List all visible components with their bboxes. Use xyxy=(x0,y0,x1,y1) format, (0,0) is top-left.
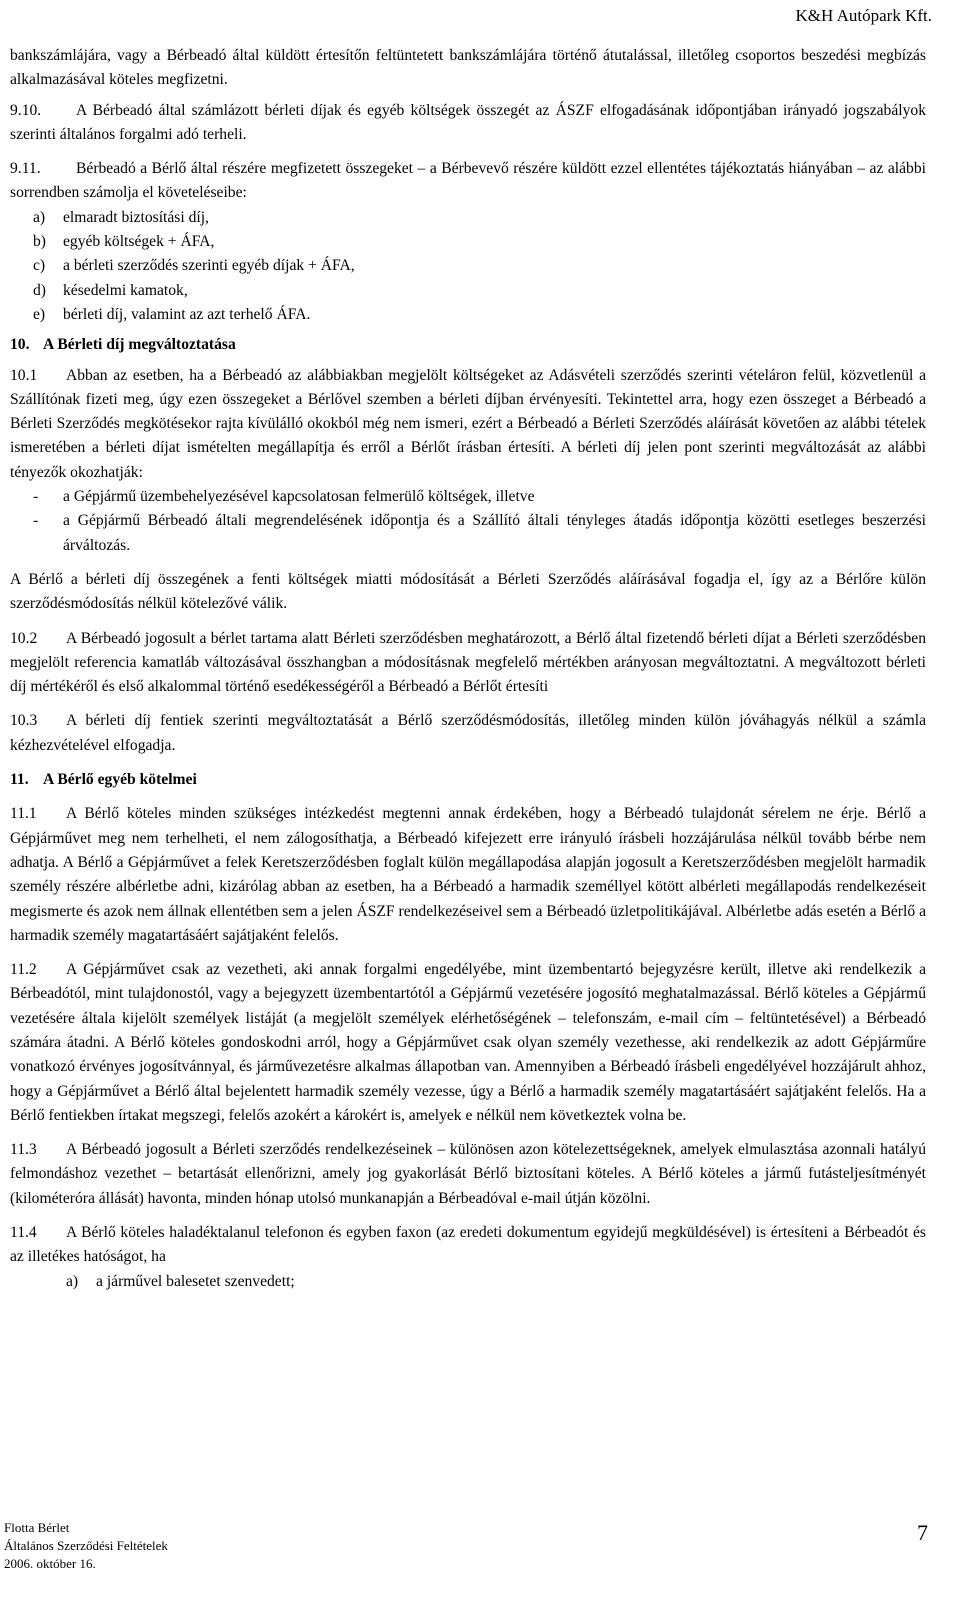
list-text: a járművel balesetet szenvedett; xyxy=(96,1272,295,1290)
paragraph-text: A Bérbeadó által számlázott bérleti díjak és egyéb költségek összegét az ÁSZF elfogadásának időpontjában irányadó jogszabályok szerinti általános forgalmi adó terheli. xyxy=(10,101,926,143)
list-label: a) xyxy=(66,1272,79,1290)
paragraph-text: A Bérlő köteles minden szükséges intézkedést megtenni annak érdekében, hogy a Bérbeadó tulajdonát sérelem ne érje. Bérlő a Gépjárművet meg nem terhelheti, el nem zálogosíthatja, a Bérbeadó kifejezett erre irányuló írásbeli hozzájárulása nélkül tovább bérbe nem adhatja. A Bérlő a Gépjárművet a felek Keretszerződésben foglalt külön megállapodása alapján jogosult a Keretszerződésben megjelölt harmadik személy részére albérletbe adni, kizárólag abban az esetben, ha a Bérbeadó a harmadik személlyel kötött albérleti megállapodás rendelkezéseit megismerte és azok nem állnak ellentétben sem a jelen ÁSZF rendelkezéseivel sem a Bérbeadó üzletpolitikájával. Albérletbe adás esetén a Bérlő a harmadik személy magatartásáért sajátjaként felelős. xyxy=(10,805,926,944)
paragraph-text: A Gépjárművet csak az vezetheti, aki annak forgalmi engedélyébe, mint üzembentartó bejegyzésre került, illetve aki rendelkezik a Bérbeadótól, mint tulajdonostól, vagy a bejegyzett üzembentartótól a Gépjármű vezetésére jogosító meghatalmazással. Bérlő köteles a Gépjármű vezetésére általa kijelölt személyek listáját (a megjelölt személyek elérhetőségének – telefonszám, e-mail cím – feltüntetésével) a Bérbeadó számára átadni. A Bérlő köteles gondoskodni arról, hogy a Gépjárművet csak olyan személy vezethesse, aki rendelkezik az adott Gépjárműre vonatkozó érvényes jogosítvánnyal, és járművezetésre alkalmas állapotban van. Amennyiben a Bérbeadó írásbeli engedélyével hozzájárult ahhoz, hogy a Gépjárművet a Bérlő által bejelentett harmadik személy vezesse, úgy a Bérlő a harmadik személy magatartásáért sajátjaként felelős. Ha a Bérlő fentiekben írtakat megszegi, felelős azokért a károkért is, amelyek e nélkül nem következtek volna be. xyxy=(10,961,926,1124)
list-label: b) xyxy=(33,233,46,251)
document-body xyxy=(10,44,926,1294)
section-heading-10 xyxy=(10,333,926,357)
list-item xyxy=(10,509,926,558)
page-number: 7 xyxy=(917,1520,928,1545)
paragraph-text: A Bérbeadó jogosult a bérlet tartama alatt Bérleti szerződésben meghatározott, a Bérlő által fizetendő bérleti díjat a Bérleti szerződésben megjelölt referencia kamatláb változásával összhangban a módosításnak megfelelő mértékben arányosan megváltoztatni. A megváltozott bérleti díj mértékéről és első alkalommal történő esedékességéről a Bérbeadó a Bérlőt értesíti xyxy=(10,629,926,696)
page-header-company: K&H Autópark Kft. xyxy=(795,6,932,25)
paragraph-10-1-b: A Bérlő a bérleti díj összegének a fenti költségek miatti módosítását a Bérleti Szerződés aláírásával fogadja el, így az a Bérlőre külön szerződésmódosítás nélkül kötelezővé válik. xyxy=(10,570,926,613)
heading-number: 11. xyxy=(10,771,29,789)
paragraph-text: A bérleti díj fentiek szerinti megváltoztatását a Bérlő szerződésmódosítás, illetőleg minden külön jóváhagyás nélkül a számla kézhezvételével elfogadja. xyxy=(10,712,926,754)
list-text: késedelmi kamatok, xyxy=(63,281,188,299)
list-text: a Gépjármű Bérbeadó általi megrendelésének időpontja és a Szállító általi tényleges átadás időpontja közötti esetleges beszerzési árváltozás. xyxy=(63,512,926,554)
list-item xyxy=(10,303,926,327)
list-label: d) xyxy=(33,281,46,299)
paragraph-11-3 xyxy=(10,1138,926,1211)
paragraph-10-2 xyxy=(10,627,926,700)
paragraph-10-1 xyxy=(10,364,926,485)
section-number: 10.2 xyxy=(10,629,38,647)
list-item xyxy=(10,206,926,230)
list-label: - xyxy=(33,488,39,506)
heading-text: A Bérlő egyéb kötelmei xyxy=(43,771,197,789)
paragraph-10-3 xyxy=(10,709,926,758)
paragraph-11-4 xyxy=(10,1221,926,1270)
paragraph-9-11 xyxy=(10,157,926,206)
heading-text: A Bérleti díj megváltoztatása xyxy=(43,336,236,354)
list-label: a) xyxy=(33,208,46,226)
footer-line-date: 2006. október 16. xyxy=(4,1556,96,1571)
paragraph-intro: bankszámlájára, vagy a Bérbeadó által küldött értesítőn feltüntetett bankszámlájára történő átutalással, illetőleg csoportos beszedési megbízás alkalmazásával köteles megfizetni. xyxy=(10,47,926,89)
section-number: 11.3 xyxy=(10,1141,37,1159)
paragraph-text: A Bérbeadó jogosult a Bérleti szerződés rendelkezéseinek – különösen azon kötelezettségeknek, amelyek elmulasztása azonnali hatályú felmondáshoz vezethet – betartását ellenőrizni, amely jog gyakorlását Bérlő biztosítani köteles. A Bérlő köteles a jármű futásteljesítményét (kilométeróra állását) havonta, minden hónap utolsó munkanapján a Bérbeadóval e-mail útján közölni. xyxy=(10,1141,926,1207)
list-text: a Gépjármű üzembehelyezésével kapcsolatosan felmerülő költségek, illetve xyxy=(63,488,535,506)
section-number: 11.1 xyxy=(10,805,37,823)
section-number: 10.1 xyxy=(10,366,38,384)
list-text: a bérleti szerződés szerinti egyéb díjak + ÁFA, xyxy=(63,257,355,275)
list-item xyxy=(10,1270,926,1294)
section-number: 11.4 xyxy=(10,1224,37,1242)
section-number: 10.3 xyxy=(10,712,38,730)
paragraph-11-2 xyxy=(10,958,926,1128)
footer-line-subtitle: Általános Szerződési Feltételek xyxy=(4,1538,168,1553)
page-footer xyxy=(4,1519,168,1573)
list-text: egyéb költségek + ÁFA, xyxy=(63,233,215,251)
footer-line-title: Flotta Bérlet xyxy=(4,1520,70,1535)
list-item xyxy=(10,230,926,254)
paragraph-text: Abban az esetben, ha a Bérbeadó az alábbiakban megjelölt költségeket az Adásvételi szerződés szerinti vételáron felül, közvetlenül a Szállítónak fizeti meg, úgy ezen összegeket a Bérlővel szemben a bérleti díjban érvényesíti. Tekintettel arra, hogy ezen összeget a Bérbeadó a Bérleti Szerződés megkötésekor rajta kívülálló okokból még nem ismeri, ezért a Bérbeadó a Bérleti Szerződés aláírását követően az alábbi tételek ismeretében a bérleti díjat ismételten megállapítja és erről a Bérlőt írásban értesíti. A bérleti díj jelen pont szerinti megváltozását az alábbi tényezők okozhatják: xyxy=(10,366,926,481)
section-number: 11.2 xyxy=(10,961,37,979)
section-heading-11 xyxy=(10,768,926,792)
list-label: - xyxy=(33,512,39,530)
paragraph-9-10 xyxy=(10,99,926,148)
section-number: 9.10. xyxy=(10,101,42,119)
paragraph-text: A Bérlő köteles haladéktalanul telefonon és egyben faxon (az eredeti dokumentum egyidejű megküldésével) is értesíteni a Bérbeadót és az illetékes hatóságot, ha xyxy=(10,1224,926,1266)
section-number: 9.11. xyxy=(10,160,41,178)
list-text: elmaradt biztosítási díj, xyxy=(63,208,209,226)
list-item xyxy=(10,279,926,303)
paragraph-11-1 xyxy=(10,802,926,948)
list-label: e) xyxy=(33,305,46,323)
list-item xyxy=(10,485,926,509)
list-label: c) xyxy=(33,257,46,275)
list-text: bérleti díj, valamint az azt terhelő ÁFA. xyxy=(63,305,311,323)
paragraph-text: Bérbeadó a Bérlő által részére megfizetett összegeket – a Bérbevevő részére küldött ezzel ellentétes tájékoztatás hiányában – az alábbi sorrendben számolja el követeléseibe: xyxy=(10,160,926,202)
heading-number: 10. xyxy=(10,336,30,354)
list-item xyxy=(10,254,926,278)
